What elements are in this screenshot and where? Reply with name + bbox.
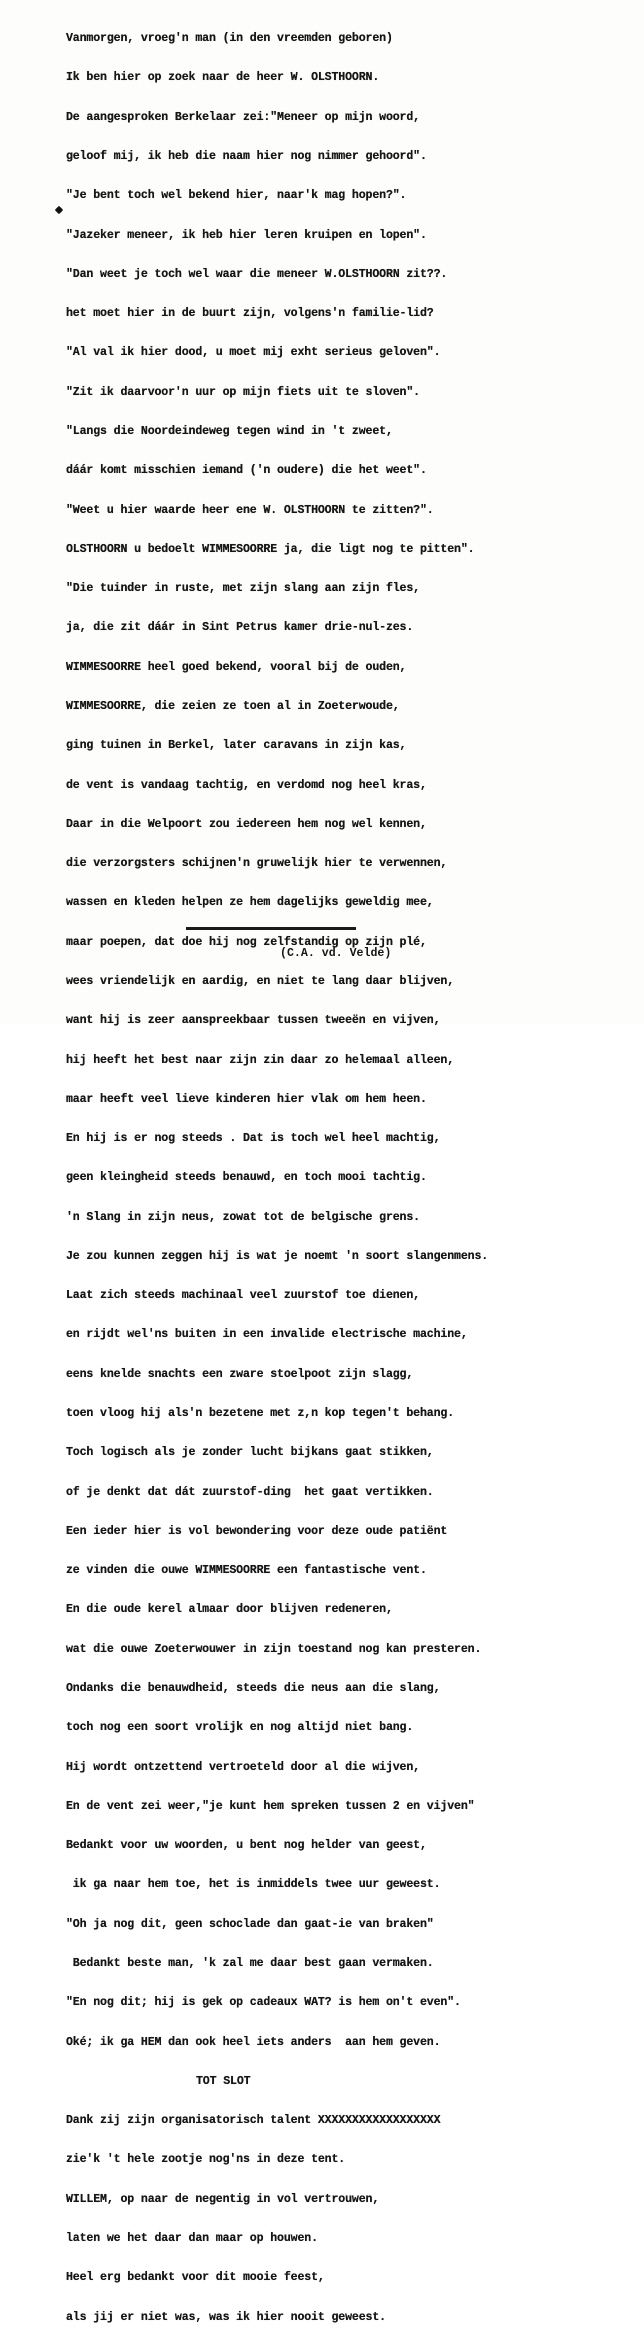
poem-line: En hij is er nog steeds . Dat is toch wel heel machtig, (66, 1132, 441, 1146)
poem-line: Daar in die Welpoort zou iedereen hem nog wel kennen, (66, 817, 427, 831)
poem-line: "Al val ik hier dood, u moet mij exht serieus geloven". (66, 346, 441, 360)
signature-rule (186, 927, 356, 930)
poem-line: OLSTHOORN u bedoelt WIMMESOORRE ja, die ligt nog te pitten". (66, 542, 475, 556)
poem-line: Toch logisch als je zonder lucht bijkans gaat stikken, (66, 1446, 434, 1460)
closing-line: Dank zij zijn organisatorisch talent XXXXXXXXXXXXXXXXXX (66, 2114, 441, 2128)
closing-heading: TOT SLOT (196, 2074, 251, 2088)
poem-line: of je denkt dat dát zuurstof-ding het gaat vertikken. (66, 1485, 434, 1499)
poem-line: ik ga naar hem toe, het is inmiddels twee uur geweest. (66, 1878, 441, 1892)
poem-line: 'n Slang in zijn neus, zowat tot de belgische grens. (66, 1210, 420, 1224)
poem-line: dáár komt misschien iemand ('n oudere) die het weet". (66, 464, 427, 478)
poem-line: WIMMESOORRE, die zeien ze toen al in Zoeterwoude, (66, 699, 400, 713)
poem-line: en rijdt wel'ns buiten in een invalide electrische machine, (66, 1328, 468, 1342)
poem-line: die verzorgsters schijnen'n gruwelijk hier te verwennen, (66, 857, 448, 871)
poem-line: Laat zich steeds machinaal veel zuurstof toe dienen, (66, 1289, 420, 1303)
poem-line: "Weet u hier waarde heer ene W. OLSTHOORN te zitten?". (66, 503, 434, 517)
poem-line: En die oude kerel almaar door blijven redeneren, (66, 1603, 393, 1617)
poem-body (66, 6, 626, 2350)
poem-line: Bedankt beste man, 'k zal me daar best gaan vermaken. (66, 1956, 434, 1970)
poem-line: ze vinden die ouwe WIMMESOORRE een fantastische vent. (66, 1564, 427, 1578)
closing-line: WILLEM, op naar de negentig in vol vertrouwen, (66, 2192, 380, 2206)
closing-line: zie'k 't hele zootje nog'ns in deze tent. (66, 2153, 346, 2167)
poem-line: Bedankt voor uw woorden, u bent nog helder van geest, (66, 1839, 427, 1853)
poem-line: wassen en kleden helpen ze hem dagelijks geweldig mee, (66, 896, 434, 910)
margin-mark (55, 206, 63, 214)
poem-line: ging tuinen in Berkel, later caravans in zijn kas, (66, 739, 407, 753)
poem-line: de vent is vandaag tachtig, en verdomd nog heel kras, (66, 778, 427, 792)
poem-line: En de vent zei weer,"je kunt hem spreken tussen 2 en vijven" (66, 1799, 475, 1813)
poem-line: Hij wordt ontzettend vertroeteld door al die wijven, (66, 1760, 420, 1774)
closing-line: Heel erg bedankt voor dit mooie feest, (66, 2271, 325, 2285)
poem-line: want hij is zeer aanspreekbaar tussen tweeën en vijven, (66, 1014, 441, 1028)
poem-line: wat die ouwe Zoeterwouwer in zijn toestand nog kan presteren. (66, 1642, 482, 1656)
poem-line: geloof mij, ik heb die naam hier nog nimmer gehoord". (66, 150, 427, 164)
poem-line: toen vloog hij als'n bezetene met z,n kop tegen't behang. (66, 1407, 455, 1421)
poem-line: "Zit ik daarvoor'n uur op mijn fiets uit te sloven". (66, 385, 420, 399)
poem-line: Ik ben hier op zoek naar de heer W. OLSTHOORN. (66, 71, 380, 85)
closing-line: laten we het daar dan maar op houwen. (66, 2231, 318, 2245)
poem-line: toch nog een soort vrolijk en nog altijd niet bang. (66, 1721, 414, 1735)
poem-line: "Die tuinder in ruste, met zijn slang aan zijn fles, (66, 582, 420, 596)
poem-line: Vanmorgen, vroeg'n man (in den vreemden geboren) (66, 32, 393, 46)
poem-line: het moet hier in de buurt zijn, volgens'n familie-lid? (66, 307, 434, 321)
poem-line: "Je bent toch wel bekend hier, naar'k mag hopen?". (66, 189, 407, 203)
poem-line: De aangesproken Berkelaar zei:"Meneer op mijn woord, (66, 110, 420, 124)
poem-line: geen kleingheid steeds benauwd, en toch mooi tachtig. (66, 1171, 427, 1185)
signature: (C.A. vd. Velde) (280, 947, 392, 960)
poem-line: ja, die zit dáár in Sint Petrus kamer drie-nul-zes. (66, 621, 414, 635)
poem-line: "Oh ja nog dit, geen schoclade dan gaat-ie van braken" (66, 1917, 434, 1931)
poem-line: WIMMESOORRE heel goed bekend, vooral bij de ouden, (66, 660, 407, 674)
poem-line: Je zou kunnen zeggen hij is wat je noemt 'n soort slangenmens. (66, 1249, 489, 1263)
poem-line: eens knelde snachts een zware stoelpoot zijn slagg, (66, 1367, 414, 1381)
poem-line: Een ieder hier is vol bewondering voor deze oude patiënt (66, 1524, 448, 1538)
poem-line: wees vriendelijk en aardig, en niet te lang daar blijven, (66, 974, 455, 988)
poem-line: hij heeft het best naar zijn zin daar zo helemaal alleen, (66, 1053, 455, 1067)
poem-line: maar poepen, dat doe hij nog zelfstandig op zijn plé, (66, 935, 427, 949)
poem-line: Oké; ik ga HEM dan ook heel iets anders aan hem geven. (66, 2035, 441, 2049)
poem-line: "En nog dit; hij is gek op cadeaux WAT? is hem on't even". (66, 1996, 461, 2010)
poem-line: "Dan weet je toch wel waar die meneer W.OLSTHOORN zit??. (66, 267, 448, 281)
poem-line: "Langs die Noordeindeweg tegen wind in 't zweet, (66, 425, 393, 438)
closing-line: als jij er niet was, was ik hier nooit geweest. (66, 2310, 386, 2324)
poem-line: "Jazeker meneer, ik heb hier leren kruipen en lopen". (66, 228, 427, 242)
poem-line: maar heeft veel lieve kinderen hier vlak om hem heen. (66, 1092, 427, 1106)
poem-line: Ondanks die benauwdheid, steeds die neus aan die slang, (66, 1682, 441, 1695)
